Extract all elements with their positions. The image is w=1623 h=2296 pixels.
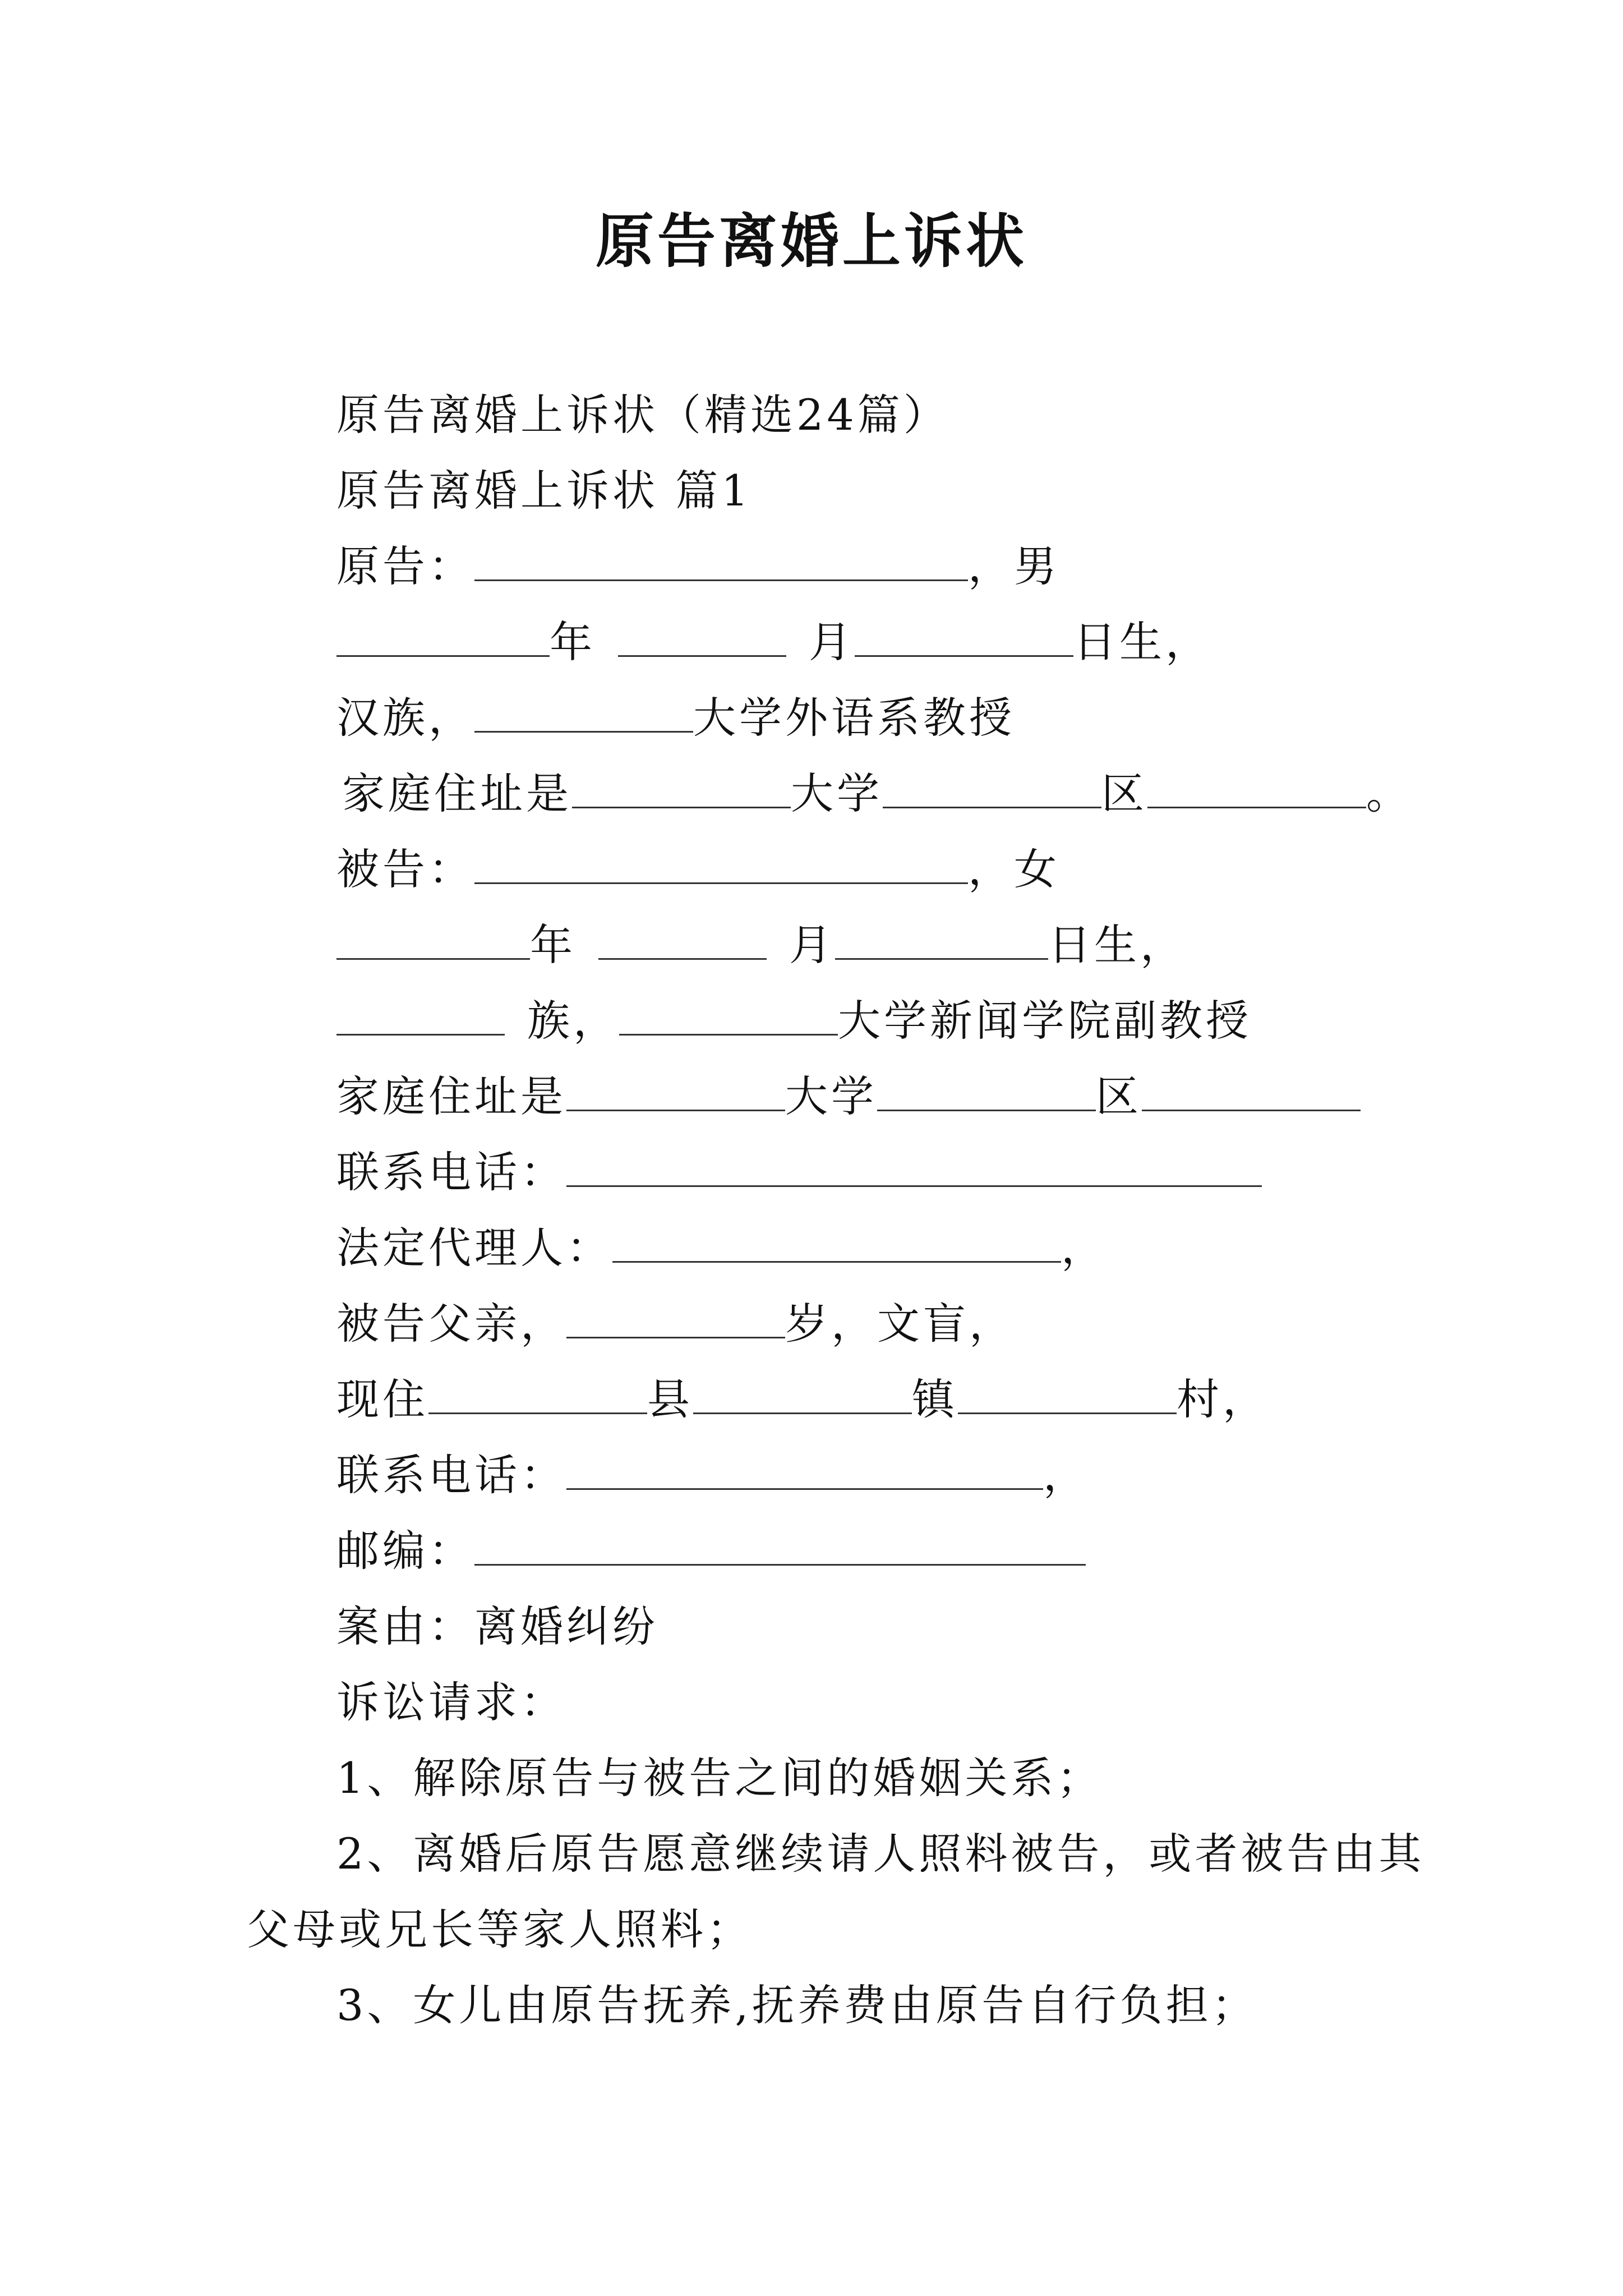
agent-live-label: 现住	[336, 1374, 428, 1424]
defendant-year-blank	[336, 917, 530, 960]
agent-phone-comma: ，	[1043, 1450, 1089, 1500]
chapter-heading: 原告离婚上诉状 篇1	[336, 466, 752, 516]
claim-2-line-2: 父母或兄长等家人照料；	[247, 1904, 753, 1954]
plaintiff-day-blank	[855, 614, 1073, 657]
claim-3: 3、女儿由原告抚养,抚养费由原告自行负担；	[336, 1980, 1258, 2030]
defendant-ethnicity-blank	[336, 992, 505, 1036]
agent-name-blank	[612, 1220, 1061, 1263]
defendant-job: 大学新闻学院副教授	[838, 996, 1252, 1046]
claim-2-line-1: 2、离婚后原告愿意继续请人照料被告，或者被告由其	[336, 1829, 1425, 1879]
agent-comma: ，	[1061, 1223, 1107, 1273]
plaintiff-month-blank	[618, 614, 786, 657]
defendant-job-line	[336, 990, 1252, 1052]
plaintiff-year-blank	[336, 614, 550, 657]
defendant-address-line	[336, 1066, 1361, 1128]
plaintiff-address-blank-1	[572, 765, 791, 808]
defendant-address-blank-3	[1142, 1068, 1361, 1111]
plaintiff-gender: ，男	[968, 541, 1060, 591]
agent-village-blank	[958, 1371, 1177, 1414]
plaintiff-address-blank-3	[1147, 765, 1366, 808]
agent-phone-blank	[566, 1447, 1043, 1490]
defendant-day-blank	[835, 917, 1048, 960]
agent-address-line	[336, 1369, 1269, 1430]
defendant-name-blank	[474, 841, 968, 884]
defendant-phone-label: 联系电话：	[336, 1147, 566, 1197]
plaintiff-job: 大学外语系教授	[693, 693, 1015, 743]
defendant-birth-line	[336, 914, 1186, 976]
agent-town-label: 镇	[912, 1374, 958, 1424]
defendant-day-label: 日生，	[1048, 920, 1186, 970]
claims-label: 诉讼请求：	[336, 1677, 566, 1727]
plaintiff-address-line	[342, 763, 1412, 825]
plaintiff-year-label: 年	[550, 617, 596, 667]
agent-age-blank	[566, 1295, 785, 1338]
agent-phone-line	[336, 1444, 1089, 1506]
plaintiff-address-end: 。	[1366, 769, 1412, 818]
defendant-ethnicity: 族，	[527, 996, 619, 1046]
defendant-month-label: 月	[789, 920, 835, 970]
agent-village-label: 村，	[1177, 1374, 1269, 1424]
defendant-university-label: 大学	[785, 1071, 877, 1121]
plaintiff-name-blank	[474, 538, 968, 581]
plaintiff-day-label: 日生，	[1073, 617, 1211, 667]
plaintiff-month-label: 月	[809, 617, 855, 667]
defendant-university-blank	[619, 992, 838, 1036]
agent-label: 法定代理人：	[336, 1223, 612, 1273]
agent-relation-line	[336, 1293, 1015, 1355]
agent-county-label: 县	[647, 1374, 693, 1424]
plaintiff-university-label: 大学	[791, 769, 883, 818]
defendant-gender: ，女	[968, 844, 1060, 894]
agent-age: 岁，文盲，	[785, 1299, 1015, 1349]
defendant-district-label: 区	[1096, 1071, 1142, 1121]
defendant-label: 被告：	[336, 844, 474, 894]
plaintiff-label: 原告：	[336, 541, 474, 591]
plaintiff-address-label: 家庭住址是	[342, 769, 572, 818]
agent-zip-line	[336, 1520, 1086, 1582]
plaintiff-district-label: 区	[1101, 769, 1147, 818]
plaintiff-job-line	[336, 687, 1015, 749]
defendant-phone-blank	[566, 1144, 1262, 1187]
defendant-month-blank	[598, 917, 767, 960]
document-title: 原告离婚上诉状	[595, 206, 1027, 275]
agent-phone-label: 联系电话：	[336, 1450, 566, 1500]
plaintiff-line	[336, 536, 1060, 597]
defendant-year-label: 年	[530, 920, 576, 970]
agent-relation: 被告父亲，	[336, 1299, 566, 1349]
plaintiff-address-blank-2	[883, 765, 1101, 808]
case-cause: 案由：离婚纠纷	[336, 1602, 658, 1651]
agent-zip-label: 邮编：	[336, 1526, 474, 1576]
agent-county-blank	[428, 1371, 647, 1414]
defendant-address-label: 家庭住址是	[336, 1071, 566, 1121]
defendant-line	[336, 839, 1060, 900]
plaintiff-ethnicity: 汉族，	[336, 693, 474, 743]
claim-1: 1、解除原告与被告之间的婚姻关系；	[336, 1753, 1103, 1803]
subtitle: 原告离婚上诉状（精选24篇）	[336, 390, 949, 440]
agent-zip-blank	[474, 1522, 1086, 1566]
defendant-address-blank-1	[566, 1068, 785, 1111]
defendant-phone-line	[336, 1142, 1262, 1203]
plaintiff-birth-line	[336, 611, 1211, 673]
agent-line	[336, 1217, 1107, 1279]
defendant-address-blank-2	[877, 1068, 1096, 1111]
agent-town-blank	[693, 1371, 912, 1414]
plaintiff-university-blank	[474, 689, 693, 733]
